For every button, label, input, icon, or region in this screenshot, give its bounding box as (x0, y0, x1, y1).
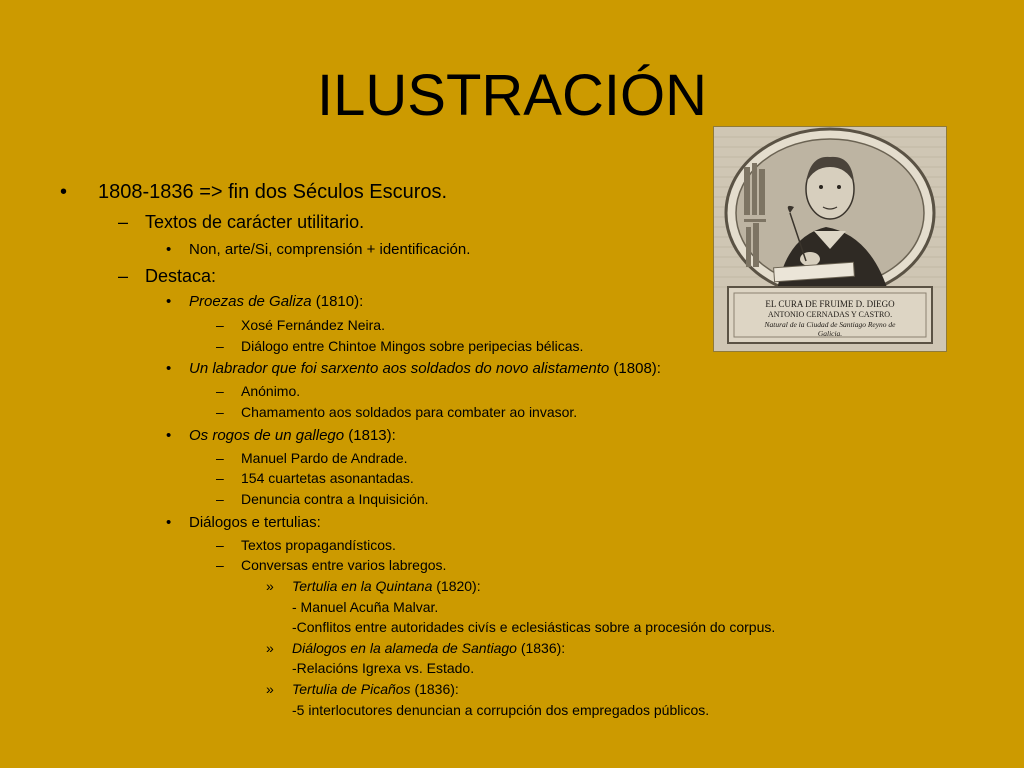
outline-item-proezas-author: Xosé Fernández Neira. (241, 317, 385, 333)
bullet-marker: • (166, 514, 172, 531)
guillemet-marker: » (266, 681, 274, 697)
slide-title: ILUSTRACIÓN (317, 63, 707, 128)
portrait-image (714, 127, 946, 351)
dash-marker: – (216, 450, 224, 466)
outline-item-destaca: Destaca: (145, 266, 217, 286)
dash-marker: – (216, 470, 224, 486)
bullet-marker: • (166, 427, 172, 444)
work-year: (1813): (344, 427, 396, 444)
portrait-caption-2: ANTONIO CERNADAS Y CASTRO. (767, 310, 893, 319)
outline-item-quintana-desc: -Conflitos entre autoridades civís e eclesiásticas sobre a procesión do corpus. (292, 619, 776, 635)
work-title: Proezas de Galiza (189, 293, 312, 310)
dash-marker: – (216, 537, 224, 553)
outline-item-labrador (189, 360, 661, 377)
outline-item-rogos-form: 154 cuartetas asonantadas. (241, 470, 414, 486)
guillemet-marker: » (266, 578, 274, 594)
portrait-caption-1: EL CURA DE FRUIME D. DIEGO (765, 299, 895, 309)
portrait-caption-4: Galicia. (817, 329, 843, 338)
work-year: (1808): (609, 360, 661, 377)
work-year: (1836): (410, 681, 459, 697)
dash-marker: – (216, 491, 224, 507)
outline-item-alameda (292, 640, 565, 656)
work-title: Tertulia de Picaños (292, 681, 411, 697)
outline-item-alameda-desc: -Relacións Igrexa vs. Estado. (292, 660, 475, 676)
portrait-engraving (714, 127, 946, 351)
work-year: (1836): (516, 640, 566, 656)
outline-item-textos: Textos de carácter utilitario. (145, 212, 365, 232)
outline-item-rogos-desc: Denuncia contra a Inquisición. (241, 491, 429, 507)
work-title: Un labrador que foi sarxento aos soldados do novo alistamento (189, 360, 610, 377)
dash-marker: – (216, 383, 224, 399)
bullet-marker: • (166, 360, 172, 377)
work-title: Os rogos de un gallego (189, 427, 345, 444)
bullet-marker: • (166, 293, 172, 310)
outline-item-picanos-desc: -5 interlocutores denuncian a corrupción dos empregados públicos. (292, 702, 710, 718)
dash-marker: – (118, 266, 129, 286)
outline-item-picanos (292, 681, 459, 697)
outline-item-labrador-desc: Chamamento aos soldados para combater ao invasor. (241, 404, 578, 420)
outline-item-quintana-author: - Manuel Acuña Malvar. (292, 599, 439, 615)
outline-item-rogos-author: Manuel Pardo de Andrade. (241, 450, 408, 466)
dash-marker: – (118, 212, 129, 232)
dash-marker: – (216, 404, 224, 420)
outline-item-rogos (189, 427, 396, 444)
work-title: Tertulia en la Quintana (292, 578, 433, 594)
outline-item-quintana (292, 578, 481, 594)
work-title: Diálogos en la alameda de Santiago (292, 640, 517, 656)
dash-marker: – (216, 338, 224, 354)
work-year: (1810): (311, 293, 364, 310)
bullet-marker: • (60, 181, 68, 203)
outline-item-proezas (189, 293, 363, 310)
portrait-caption-3: Natural de la Ciudad de Santiago Reyno de (764, 320, 896, 329)
outline-item-dialogos-2: Conversas entre varios labregos. (241, 557, 447, 573)
work-year: (1820): (432, 578, 481, 594)
outline-item-proezas-desc: Diálogo entre Chintoe Mingos sobre peripecias bélicas. (241, 338, 584, 354)
outline-item-labrador-author: Anónimo. (241, 383, 301, 399)
outline-item-dialogos-1: Textos propagandísticos. (241, 537, 396, 553)
dash-marker: – (216, 317, 224, 333)
outline-item-period: 1808-1836 => fin dos Séculos Escuros. (98, 181, 448, 203)
outline-item-textos-sub: Non, arte/Si, comprensión + identificación. (189, 241, 471, 258)
bullet-marker: • (166, 241, 172, 258)
guillemet-marker: » (266, 640, 274, 656)
outline-item-dialogos: Diálogos e tertulias: (189, 514, 321, 531)
dash-marker: – (216, 557, 224, 573)
